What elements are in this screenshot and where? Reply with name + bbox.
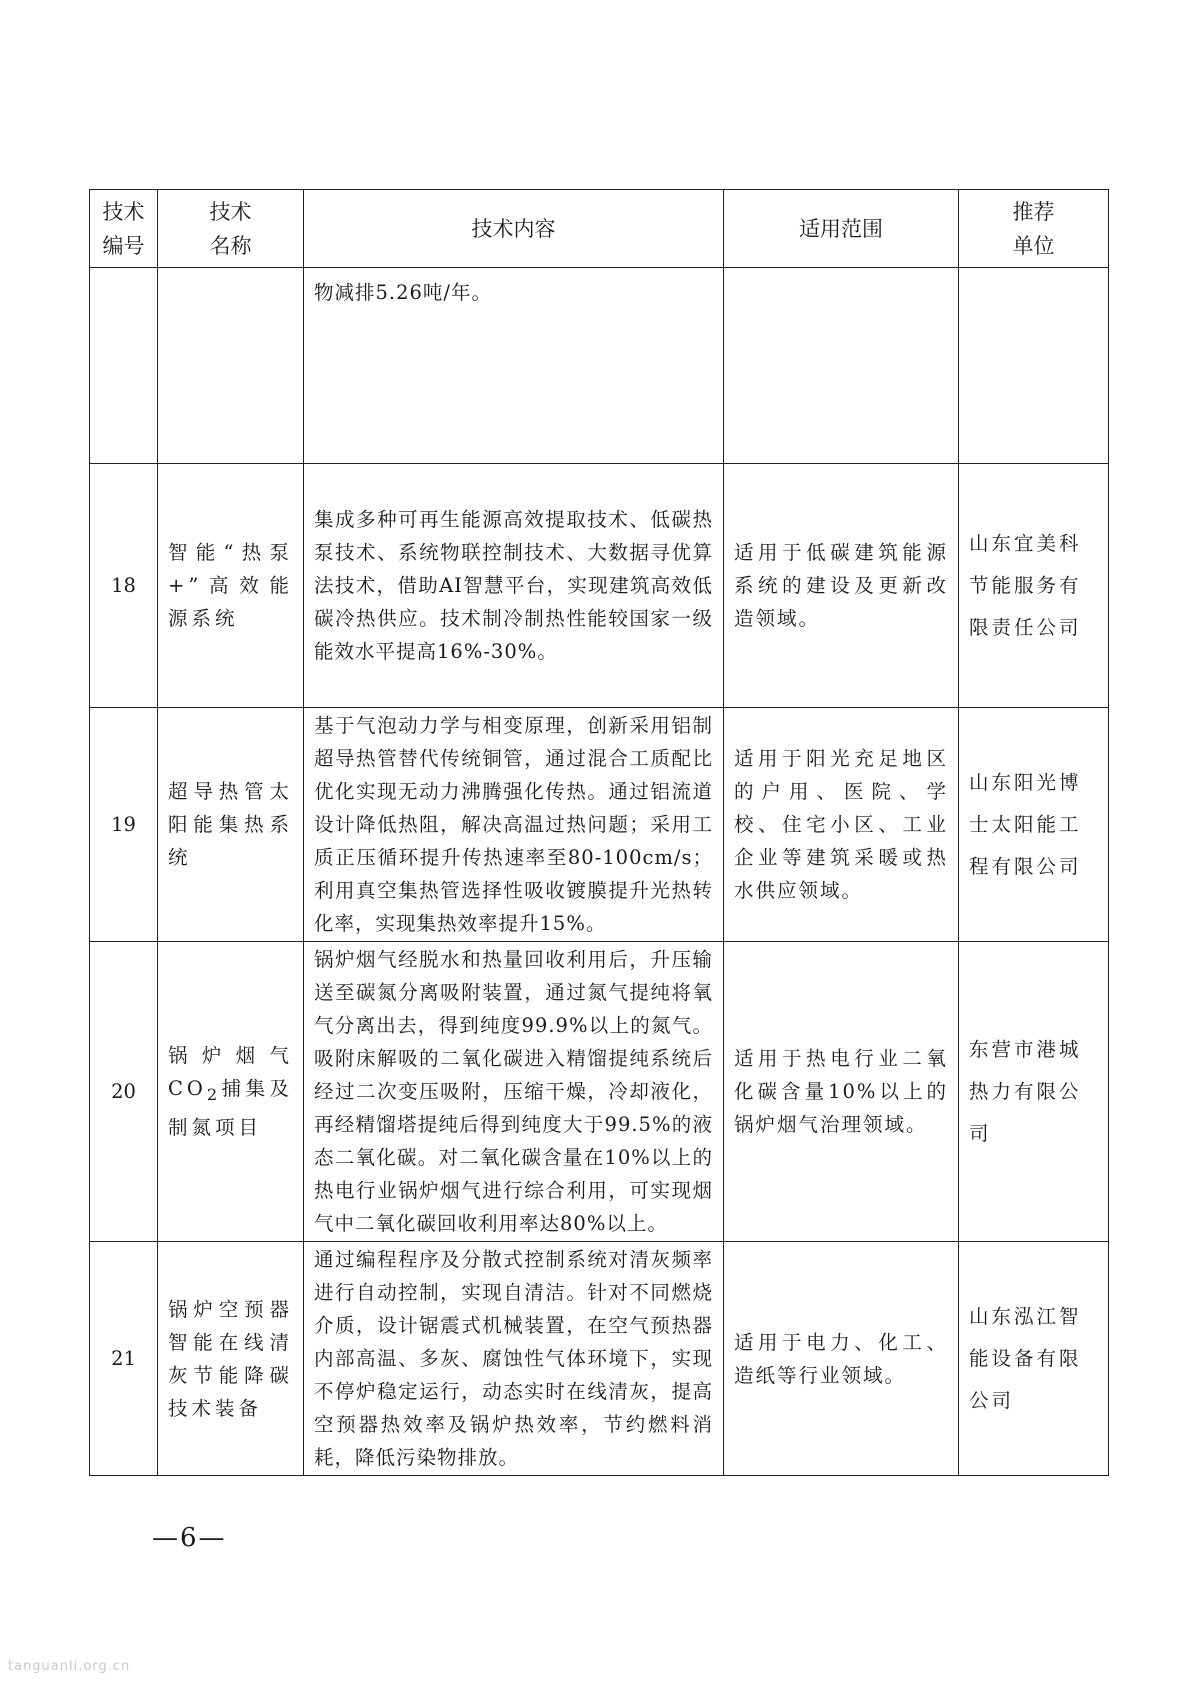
header-org-line2: 单位 bbox=[1012, 233, 1055, 258]
cell-tech-name bbox=[158, 268, 304, 464]
cell-tech-content: 集成多种可再生能源高效提取技术、低碳热泵技术、系统物联控制技术、大数据寻优算法技术，借助AI智慧平台，实现建筑高效低碳冷热供应。技术制冷制热性能较国家一级能效水平提高16%-30%。 bbox=[304, 464, 724, 708]
cell-tech-name: 智能“热泵+”高效能源系统 bbox=[158, 464, 304, 708]
cell-applicable-scope bbox=[724, 268, 959, 464]
header-tech-name-line2: 名称 bbox=[209, 233, 252, 258]
header-tech-no-line1: 技术 bbox=[102, 199, 145, 224]
header-org-line1: 推荐 bbox=[1012, 199, 1055, 224]
cell-tech-no: 18 bbox=[90, 464, 158, 708]
cell-tech-name: 锅炉空预器智能在线清灰节能降碳技术装备 bbox=[158, 1242, 304, 1476]
technology-table bbox=[89, 189, 1109, 1476]
cell-applicable-scope: 适用于电力、化工、造纸等行业领域。 bbox=[724, 1242, 959, 1476]
table-row bbox=[90, 708, 1109, 942]
cell-tech-name: 超导热管太阳能集热系统 bbox=[158, 708, 304, 942]
cell-recommending-org: 东营市港城热力有限公司 bbox=[959, 942, 1109, 1242]
tech-name-part: 锅炉烟气CO bbox=[168, 1044, 293, 1101]
cell-recommending-org: 山东泓江智能设备有限公司 bbox=[959, 1242, 1109, 1476]
cell-recommending-org: 山东阳光博士太阳能工程有限公司 bbox=[959, 708, 1109, 942]
table-row bbox=[90, 464, 1109, 708]
cell-tech-content: 物减排5.26吨/年。 bbox=[304, 268, 724, 464]
cell-tech-name bbox=[158, 942, 304, 1242]
co2-subscript: 2 bbox=[206, 1084, 222, 1104]
cell-tech-no: 20 bbox=[90, 942, 158, 1242]
cell-tech-content: 通过编程程序及分散式控制系统对清灰频率进行自动控制，实现自清洁。针对不同燃烧介质，设计锯震式机械装置，在空气预热器内部高温、多灰、腐蚀性气体环境下，实现不停炉稳定运行，动态实时在线清灰，提高空预器热效率及锅炉热效率，节约燃料消耗，降低污染物排放。 bbox=[304, 1242, 724, 1476]
watermark-text: tanguanli.org.cn bbox=[8, 1659, 131, 1674]
tech-name-part: 捕集及制氮项目 bbox=[168, 1077, 293, 1139]
table-row-continuation bbox=[90, 268, 1109, 464]
table-row bbox=[90, 1242, 1109, 1476]
header-applicable-scope: 适用范围 bbox=[724, 190, 959, 268]
table-row bbox=[90, 942, 1109, 1242]
cell-tech-no: 19 bbox=[90, 708, 158, 942]
cell-tech-content: 基于气泡动力学与相变原理，创新采用铝制超导热管替代传统铜管，通过混合工质配比优化实现无动力沸腾强化传热。通过铝流道设计降低热阻，解决高温过热问题；采用工质正压循环提升传热速率至80-100cm/s；利用真空集热管选择性吸收镀膜提升光热转化率，实现集热效率提升15%。 bbox=[304, 708, 724, 942]
cell-tech-no: 21 bbox=[90, 1242, 158, 1476]
cell-applicable-scope: 适用于热电行业二氧化碳含量10%以上的锅炉烟气治理领域。 bbox=[724, 942, 959, 1242]
cell-recommending-org: 山东宜美科节能服务有限责任公司 bbox=[959, 464, 1109, 708]
cell-recommending-org bbox=[959, 268, 1109, 464]
cell-applicable-scope: 适用于低碳建筑能源系统的建设及更新改造领域。 bbox=[724, 464, 959, 708]
header-tech-no-line2: 编号 bbox=[102, 233, 145, 258]
cell-applicable-scope: 适用于阳光充足地区的户用、医院、学校、住宅小区、工业企业等建筑采暖或热水供应领域。 bbox=[724, 708, 959, 942]
page-number: —6— bbox=[152, 1523, 227, 1553]
header-tech-name bbox=[158, 190, 304, 268]
header-recommending-org bbox=[959, 190, 1109, 268]
header-tech-name-line1: 技术 bbox=[209, 199, 252, 224]
table-header-row bbox=[90, 190, 1109, 268]
cell-tech-content: 锅炉烟气经脱水和热量回收利用后，升压输送至碳氮分离吸附装置，通过氮气提纯将氧气分离出去，得到纯度99.9%以上的氮气。吸附床解吸的二氧化碳进入精馏提纯系统后经过二次变压吸附，压缩干燥，冷却液化，再经精馏塔提纯后得到纯度大于99.5%的液态二氧化碳。对二氧化碳含量在10%以上的热电行业锅炉烟气进行综合利用，可实现烟气中二氧化碳回收利用率达80%以上。 bbox=[304, 942, 724, 1242]
cell-tech-no bbox=[90, 268, 158, 464]
header-tech-content: 技术内容 bbox=[304, 190, 724, 268]
header-tech-no bbox=[90, 190, 158, 268]
